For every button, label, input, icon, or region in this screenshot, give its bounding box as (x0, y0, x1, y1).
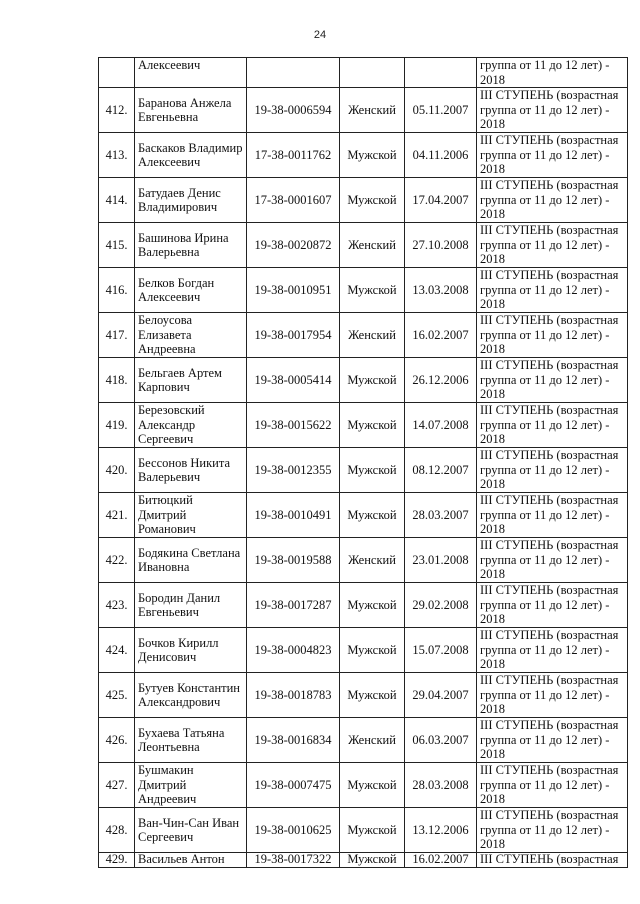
row-number-cell: 422. (99, 538, 135, 583)
badge-level-cell (477, 808, 628, 853)
badge-level-line: 2018 (480, 567, 505, 582)
table-row (99, 538, 628, 583)
birth-date-cell (405, 58, 477, 88)
birth-date-cell: 17.04.2007 (405, 178, 477, 223)
row-number-cell: 415. (99, 223, 135, 268)
badge-level-line: группа от 11 до 12 лет) - (480, 58, 610, 72)
badge-level-line: III СТУПЕНЬ (возрастная (480, 448, 619, 463)
gender-cell (340, 58, 405, 88)
badge-level-line: группа от 11 до 12 лет) - (480, 552, 610, 567)
registration-id-cell: 19-38-0019588 (247, 538, 340, 583)
full-name-cell: Бельгаев Артем Карпович (135, 358, 247, 403)
row-number-cell: 421. (99, 493, 135, 538)
badge-level-cell (477, 853, 628, 868)
full-name-cell: Бодякина Светлана Ивановна (135, 538, 247, 583)
badge-level-line: III СТУПЕНЬ (возрастная (480, 718, 619, 733)
row-number-cell: 419. (99, 403, 135, 448)
badge-level-line: группа от 11 до 12 лет) - (480, 642, 610, 657)
badge-level-line: III СТУПЕНЬ (возрастная (480, 403, 619, 418)
badge-level-line: группа от 11 до 12 лет) - (480, 507, 610, 522)
row-number-cell: 428. (99, 808, 135, 853)
badge-level-line: группа от 11 до 12 лет) - (480, 102, 610, 117)
registration-id-cell: 17-38-0001607 (247, 178, 340, 223)
registration-id-cell (247, 58, 340, 88)
badge-level-line: III СТУПЕНЬ (возрастная (480, 133, 619, 148)
badge-level-line: III СТУПЕНЬ (возрастная (480, 88, 619, 103)
table-row (99, 718, 628, 763)
table-row (99, 673, 628, 718)
badge-level-line: 2018 (480, 657, 505, 672)
badge-level-line: III СТУПЕНЬ (возрастная (480, 268, 619, 283)
badge-level-cell (477, 268, 628, 313)
gender-cell: Женский (340, 88, 405, 133)
row-number-cell: 418. (99, 358, 135, 403)
badge-level-cell (477, 58, 628, 88)
registration-id-cell: 19-38-0015622 (247, 403, 340, 448)
row-number-cell: 424. (99, 628, 135, 673)
table-row (99, 58, 628, 88)
birth-date-cell: 13.03.2008 (405, 268, 477, 313)
badge-level-line: группа от 11 до 12 лет) - (480, 732, 610, 747)
badge-level-line: 2018 (480, 522, 505, 537)
badge-level-line: III СТУПЕНЬ (возрастная (480, 583, 619, 598)
registration-id-cell: 19-38-0005414 (247, 358, 340, 403)
badge-level-line: 2018 (480, 747, 505, 762)
badge-level-cell (477, 88, 628, 133)
badge-level-cell (477, 403, 628, 448)
row-number-cell: 423. (99, 583, 135, 628)
table-row (99, 493, 628, 538)
birth-date-cell: 23.01.2008 (405, 538, 477, 583)
badge-level-line: группа от 11 до 12 лет) - (480, 327, 610, 342)
badge-level-cell (477, 628, 628, 673)
gender-cell: Мужской (340, 853, 405, 868)
badge-level-line: 2018 (480, 612, 505, 627)
birth-date-cell: 29.04.2007 (405, 673, 477, 718)
badge-level-cell (477, 448, 628, 493)
badge-level-line: группа от 11 до 12 лет) - (480, 687, 610, 702)
gender-cell: Мужской (340, 178, 405, 223)
gender-cell: Мужской (340, 493, 405, 538)
row-number-cell: 420. (99, 448, 135, 493)
full-name-cell: Васильев Антон (135, 853, 247, 868)
badge-level-line: 2018 (480, 252, 505, 267)
full-name-cell: Баскаков Владимир Алексеевич (135, 133, 247, 178)
badge-level-line: группа от 11 до 12 лет) - (480, 462, 610, 477)
row-number-cell: 417. (99, 313, 135, 358)
birth-date-cell: 06.03.2007 (405, 718, 477, 763)
registration-id-cell: 19-38-0020872 (247, 223, 340, 268)
badge-level-line: 2018 (480, 72, 505, 87)
badge-level-line: III СТУПЕНЬ (возрастная (480, 358, 619, 373)
badge-level-line: III СТУПЕНЬ (возрастная (480, 673, 619, 688)
badge-level-line: 2018 (480, 477, 505, 492)
registration-id-cell: 17-38-0011762 (247, 133, 340, 178)
table-row (99, 808, 628, 853)
badge-level-line: III СТУПЕНЬ (возрастная (480, 763, 619, 778)
gender-cell: Мужской (340, 583, 405, 628)
birth-date-cell: 26.12.2006 (405, 358, 477, 403)
table-row (99, 628, 628, 673)
registration-id-cell: 19-38-0018783 (247, 673, 340, 718)
table-row (99, 268, 628, 313)
page-number: 24 (313, 29, 327, 41)
full-name-cell: Бушмакин Дмитрий Андреевич (135, 763, 247, 808)
full-name-cell: Белков Богдан Алексеевич (135, 268, 247, 313)
badge-level-cell (477, 178, 628, 223)
registration-id-cell: 19-38-0007475 (247, 763, 340, 808)
participants-table (98, 57, 628, 868)
badge-level-line: группа от 11 до 12 лет) - (480, 282, 610, 297)
registration-id-cell: 19-38-0017322 (247, 853, 340, 868)
registration-id-cell: 19-38-0010491 (247, 493, 340, 538)
gender-cell: Мужской (340, 448, 405, 493)
row-number-cell: 426. (99, 718, 135, 763)
badge-level-line: группа от 11 до 12 лет) - (480, 777, 610, 792)
badge-level-line: 2018 (480, 432, 505, 447)
birth-date-cell: 05.11.2007 (405, 88, 477, 133)
row-number-cell: 414. (99, 178, 135, 223)
badge-level-line: III СТУПЕНЬ (возрастная (480, 493, 619, 508)
birth-date-cell: 16.02.2007 (405, 313, 477, 358)
badge-level-line: группа от 11 до 12 лет) - (480, 822, 610, 837)
table-row (99, 403, 628, 448)
badge-level-line: группа от 11 до 12 лет) - (480, 417, 610, 432)
badge-level-line: 2018 (480, 207, 505, 222)
badge-level-cell (477, 583, 628, 628)
full-name-cell: Башинова Ирина Валерьевна (135, 223, 247, 268)
row-number-cell: 413. (99, 133, 135, 178)
full-name-cell: Баранова Анжела Евгеньевна (135, 88, 247, 133)
full-name-cell: Бутуев Константин Александрович (135, 673, 247, 718)
table-row (99, 178, 628, 223)
full-name-cell: Белоусова Елизавета Андреевна (135, 313, 247, 358)
table-row (99, 358, 628, 403)
badge-level-line: III СТУПЕНЬ (возрастная (480, 852, 619, 866)
badge-level-line: III СТУПЕНЬ (возрастная (480, 223, 619, 238)
registration-id-cell: 19-38-0010625 (247, 808, 340, 853)
badge-level-line: III СТУПЕНЬ (возрастная (480, 538, 619, 553)
gender-cell: Женский (340, 223, 405, 268)
registration-id-cell: 19-38-0004823 (247, 628, 340, 673)
table-row (99, 583, 628, 628)
badge-level-line: группа от 11 до 12 лет) - (480, 237, 610, 252)
full-name-cell: Бухаева Татьяна Леонтьевна (135, 718, 247, 763)
row-number-cell: 427. (99, 763, 135, 808)
registration-id-cell: 19-38-0010951 (247, 268, 340, 313)
gender-cell: Мужской (340, 403, 405, 448)
badge-level-line: 2018 (480, 117, 505, 132)
badge-level-cell (477, 223, 628, 268)
table-row (99, 313, 628, 358)
badge-level-line: группа от 11 до 12 лет) - (480, 192, 610, 207)
badge-level-cell (477, 313, 628, 358)
birth-date-cell: 04.11.2006 (405, 133, 477, 178)
table-row (99, 763, 628, 808)
table-row (99, 88, 628, 133)
row-number-cell: 429. (99, 853, 135, 868)
birth-date-cell: 15.07.2008 (405, 628, 477, 673)
badge-level-line: группа от 11 до 12 лет) - (480, 372, 610, 387)
full-name-cell: Батудаев Денис Владимирович (135, 178, 247, 223)
badge-level-line: 2018 (480, 297, 505, 312)
gender-cell: Мужской (340, 133, 405, 178)
gender-cell: Мужской (340, 358, 405, 403)
gender-cell: Женский (340, 538, 405, 583)
registration-id-cell: 19-38-0012355 (247, 448, 340, 493)
badge-level-line: III СТУПЕНЬ (возрастная (480, 628, 619, 643)
full-name-cell: Березовский Александр Сергеевич (135, 403, 247, 448)
registration-id-cell: 19-38-0016834 (247, 718, 340, 763)
row-number-cell: 416. (99, 268, 135, 313)
badge-level-line: III СТУПЕНЬ (возрастная (480, 313, 619, 328)
badge-level-cell (477, 718, 628, 763)
gender-cell: Мужской (340, 808, 405, 853)
registration-id-cell: 19-38-0006594 (247, 88, 340, 133)
full-name-cell: Ван-Чин-Сан Иван Сергеевич (135, 808, 247, 853)
birth-date-cell: 27.10.2008 (405, 223, 477, 268)
table-row (99, 223, 628, 268)
badge-level-line: группа от 11 до 12 лет) - (480, 147, 610, 162)
badge-level-line: 2018 (480, 162, 505, 177)
full-name-cell: Алексеевич (135, 58, 247, 88)
badge-level-cell (477, 673, 628, 718)
badge-level-line: 2018 (480, 837, 505, 852)
badge-level-cell (477, 763, 628, 808)
birth-date-cell: 16.02.2007 (405, 853, 477, 868)
full-name-cell: Бородин Данил Евгеньевич (135, 583, 247, 628)
birth-date-cell: 14.07.2008 (405, 403, 477, 448)
badge-level-line: III СТУПЕНЬ (возрастная (480, 178, 619, 193)
table-row (99, 133, 628, 178)
badge-level-line: 2018 (480, 342, 505, 357)
participants-table-body (99, 58, 628, 868)
birth-date-cell: 29.02.2008 (405, 583, 477, 628)
gender-cell: Женский (340, 718, 405, 763)
gender-cell: Женский (340, 313, 405, 358)
row-number-cell (99, 58, 135, 88)
full-name-cell: Битюцкий Дмитрий Романович (135, 493, 247, 538)
badge-level-cell (477, 538, 628, 583)
birth-date-cell: 13.12.2006 (405, 808, 477, 853)
full-name-cell: Бочков Кирилл Денисович (135, 628, 247, 673)
registration-id-cell: 19-38-0017287 (247, 583, 340, 628)
birth-date-cell: 08.12.2007 (405, 448, 477, 493)
row-number-cell: 425. (99, 673, 135, 718)
badge-level-cell (477, 493, 628, 538)
birth-date-cell: 28.03.2007 (405, 493, 477, 538)
badge-level-cell (477, 358, 628, 403)
registration-id-cell: 19-38-0017954 (247, 313, 340, 358)
row-number-cell: 412. (99, 88, 135, 133)
badge-level-cell (477, 133, 628, 178)
full-name-cell: Бессонов Никита Валерьевич (135, 448, 247, 493)
badge-level-line: III СТУПЕНЬ (возрастная (480, 808, 619, 823)
table-row (99, 448, 628, 493)
badge-level-line: 2018 (480, 387, 505, 402)
gender-cell: Мужской (340, 763, 405, 808)
gender-cell: Мужской (340, 268, 405, 313)
birth-date-cell: 28.03.2008 (405, 763, 477, 808)
gender-cell: Мужской (340, 673, 405, 718)
gender-cell: Мужской (340, 628, 405, 673)
table-row (99, 853, 628, 868)
badge-level-line: 2018 (480, 702, 505, 717)
badge-level-line: группа от 11 до 12 лет) - (480, 597, 610, 612)
badge-level-line: 2018 (480, 792, 505, 807)
